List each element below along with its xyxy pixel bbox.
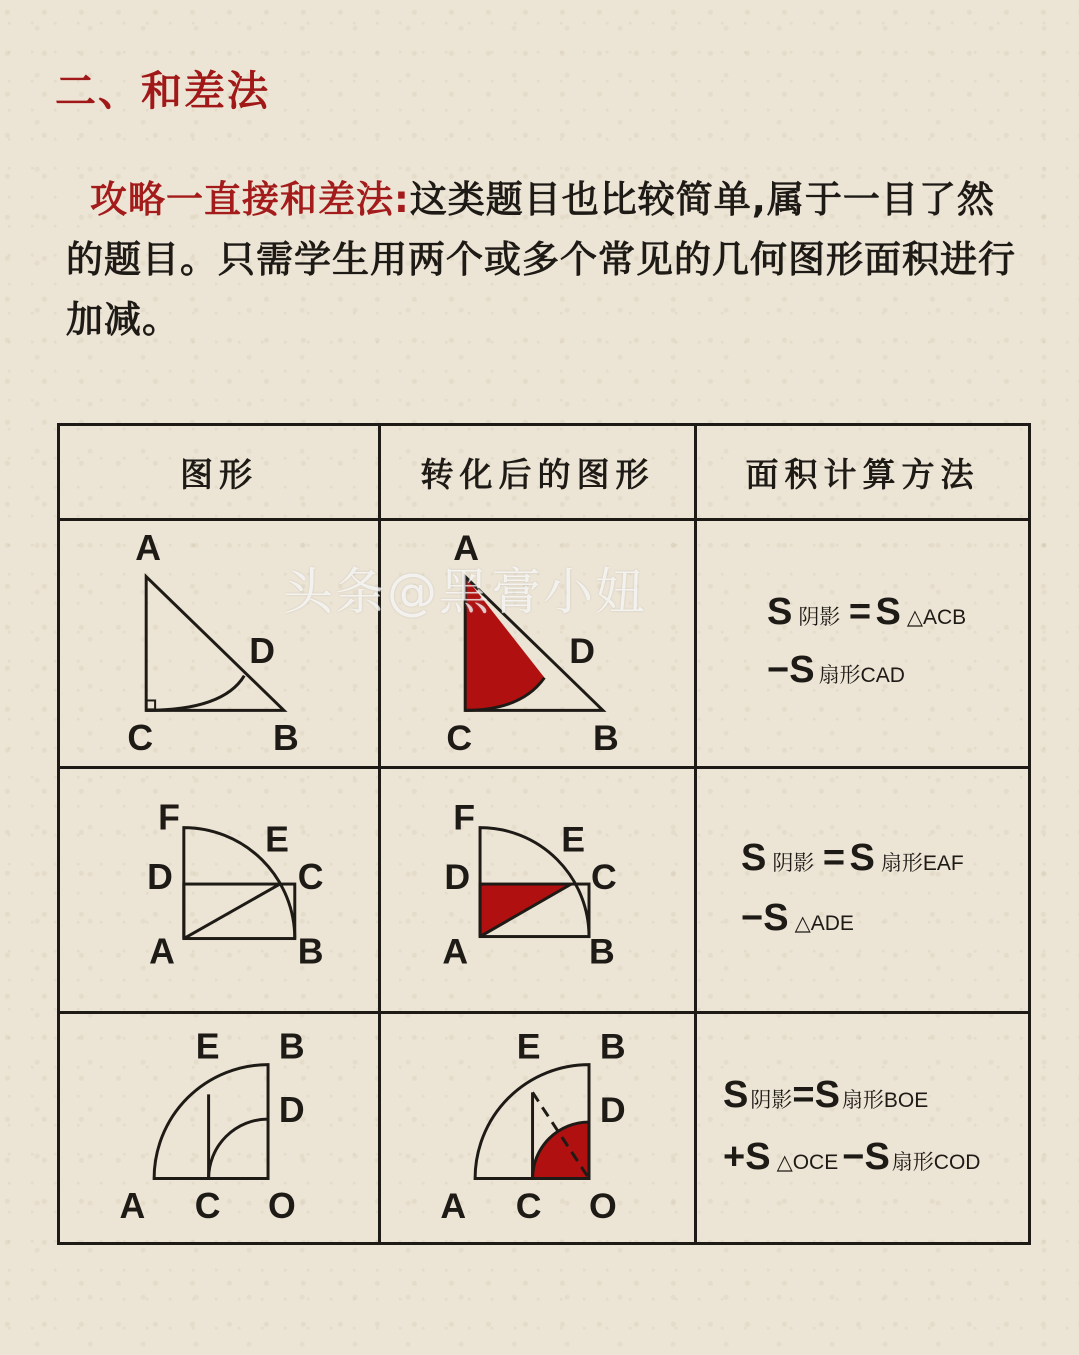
label-D: D bbox=[599, 1090, 626, 1131]
label-C: C bbox=[590, 857, 617, 898]
label-C: C bbox=[515, 1186, 542, 1227]
header-figure: 图形 bbox=[59, 425, 380, 520]
formula-line-1: S阴影=S扇形BOE bbox=[723, 1074, 929, 1116]
label-A: A bbox=[440, 1186, 467, 1227]
area-formula bbox=[697, 521, 1028, 766]
label-E: E bbox=[265, 819, 289, 860]
label-A: A bbox=[119, 1186, 146, 1227]
formula-line-2: +S △OCE −S扇形COD bbox=[723, 1136, 981, 1178]
row2-original-figure bbox=[59, 768, 380, 1013]
row2-transformed-figure bbox=[380, 768, 696, 1013]
nested-quarter-circles-diagram bbox=[60, 1014, 378, 1242]
label-B: B bbox=[272, 717, 299, 758]
label-A: A bbox=[453, 527, 480, 568]
label-B: B bbox=[592, 717, 619, 758]
row1-original-figure bbox=[59, 520, 380, 768]
row2-formula bbox=[696, 768, 1030, 1013]
formula-line-1: S阴影 = S △ACB bbox=[767, 591, 967, 633]
formula-line-2: −S 扇形CAD bbox=[767, 649, 905, 691]
label-O: O bbox=[589, 1186, 617, 1227]
watermark: 头条@黑膏小妞 bbox=[283, 563, 647, 621]
label-B: B bbox=[297, 931, 324, 972]
header-transformed-figure: 转化后的图形 bbox=[380, 425, 696, 520]
label-D: D bbox=[569, 630, 595, 671]
label-F: F bbox=[158, 797, 180, 838]
label-A: A bbox=[442, 931, 469, 972]
quarter-circle-rectangle-diagram bbox=[60, 769, 378, 1011]
label-E: E bbox=[561, 819, 586, 860]
section-title: 二、和差法 bbox=[55, 67, 270, 115]
intro-lead: 攻略一直接和差法: bbox=[90, 178, 410, 221]
table-row bbox=[59, 1013, 1030, 1244]
row3-original-figure bbox=[59, 1013, 380, 1244]
label-B: B bbox=[589, 931, 615, 972]
intro-paragraph bbox=[66, 170, 1031, 350]
label-A: A bbox=[149, 931, 175, 972]
area-formula bbox=[697, 1014, 1028, 1242]
header-area-method: 面积计算方法 bbox=[696, 425, 1030, 520]
label-O: O bbox=[268, 1186, 296, 1227]
formula-line-2: −S △ADE bbox=[741, 897, 854, 939]
row1-formula bbox=[696, 520, 1030, 768]
label-D: D bbox=[147, 857, 173, 898]
label-D: D bbox=[278, 1090, 305, 1131]
quarter-circle-shaded-triangle-diagram bbox=[381, 769, 694, 1011]
label-E: E bbox=[516, 1026, 541, 1067]
formula-line-1: S阴影 = S 扇形EAF bbox=[741, 837, 964, 879]
label-C: C bbox=[446, 717, 473, 758]
area-formula bbox=[697, 769, 1028, 1011]
row3-transformed-figure bbox=[380, 1013, 696, 1244]
label-D: D bbox=[444, 857, 471, 898]
row3-formula bbox=[696, 1013, 1030, 1244]
label-B: B bbox=[599, 1026, 626, 1067]
label-C: C bbox=[127, 717, 154, 758]
methods-table bbox=[57, 423, 1031, 1245]
nested-quarter-circles-shaded-diagram bbox=[381, 1014, 694, 1242]
label-C: C bbox=[297, 857, 324, 898]
triangle-shaded-sector-diagram bbox=[381, 521, 694, 766]
table-row bbox=[59, 768, 1030, 1013]
table-row bbox=[59, 520, 1030, 768]
intro-text: 这类题目也比较简单,属于一目了然的题目。只需学生用两个或多个常见的几何图形面积进行加减。 bbox=[66, 178, 1016, 341]
label-C: C bbox=[194, 1186, 221, 1227]
label-B: B bbox=[278, 1026, 305, 1067]
label-A: A bbox=[135, 527, 162, 568]
row1-transformed-figure bbox=[380, 520, 696, 768]
header-row bbox=[59, 425, 1030, 520]
triangle-sector-diagram bbox=[60, 521, 378, 766]
label-E: E bbox=[195, 1026, 220, 1067]
label-D: D bbox=[249, 630, 275, 671]
label-F: F bbox=[453, 797, 476, 838]
